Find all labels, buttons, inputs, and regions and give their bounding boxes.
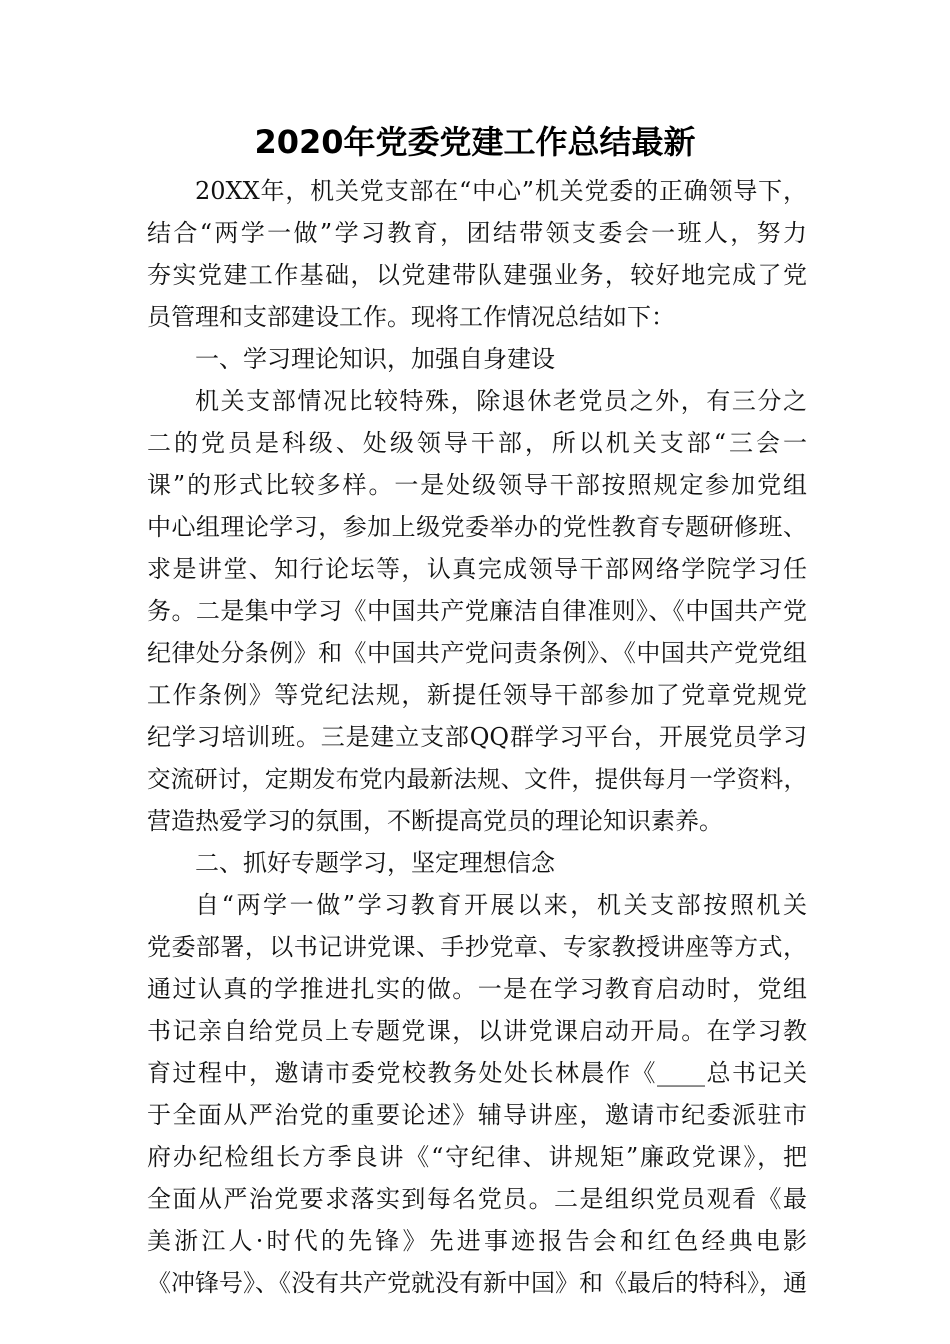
text-line: 结合“两学一做”学习教育，团结带领支委会一班人，努力	[147, 219, 807, 247]
document-body	[147, 170, 807, 1304]
text-line: 《冲锋号》、《没有共产党就没有新中国》和《最后的特科》，通	[147, 1269, 807, 1297]
text-line: 中心组理论学习，参加上级党委举办的党性教育专题研修班、	[147, 513, 807, 541]
text-line: 交流研讨，定期发布党内最新法规、文件，提供每月一学资料，	[147, 765, 807, 793]
text-line: 求是讲堂、知行论坛等，认真完成领导干部网络学院学习任	[147, 555, 807, 583]
text-line: 营造热爱学习的氛围，不断提高党员的理论知识素养。	[147, 807, 723, 835]
text-line: 20XX年，机关党支部在“中心”机关党委的正确领导下，	[195, 177, 807, 205]
text-line: 课”的形式比较多样。一是处级领导干部按照规定参加党组	[147, 471, 807, 499]
text-line: 纪学习培训班。三是建立支部QQ群学习平台，开展党员学习	[147, 723, 807, 751]
text-line: 通过认真的学推进扎实的做。一是在学习教育启动时，党组	[147, 975, 807, 1003]
text-line: 党委部署，以书记讲党课、手抄党章、专家教授讲座等方式，	[147, 933, 807, 961]
document-title: 2020年党委党建工作总结最新	[254, 123, 696, 161]
text-line: 二的党员是科级、处级领导干部，所以机关支部“三会一	[147, 429, 807, 457]
text-line: 工作条例》等党纪法规，新提任领导干部参加了党章党规党	[147, 681, 807, 709]
text-line: 员管理和支部建设工作。现将工作情况总结如下：	[147, 303, 675, 331]
text-line: 美浙江人·时代的先锋》先进事迹报告会和红色经典电影	[147, 1227, 807, 1255]
text-line: 于全面从严治党的重要论述》辅导讲座，邀请市纪委派驻市	[147, 1101, 807, 1129]
text-line: 自“两学一做”学习教育开展以来，机关支部按照机关	[195, 891, 807, 919]
section-heading: 一、学习理论知识，加强自身建设	[195, 345, 555, 373]
text-line: 纪律处分条例》和《中国共产党问责条例》、《中国共产党党组	[147, 639, 807, 667]
text-line: 全面从严治党要求落实到每名党员。二是组织党员观看《最	[147, 1185, 807, 1213]
text-line: 夯实党建工作基础，以党建带队建强业务，较好地完成了党	[147, 261, 807, 289]
section-heading: 二、抓好专题学习，坚定理想信念	[195, 849, 555, 877]
text-line: 育过程中，邀请市委党校教务处处长林晨作《____总书记关	[147, 1059, 807, 1087]
text-line: 机关支部情况比较特殊，除退休老党员之外，有三分之	[195, 387, 807, 415]
text-line: 务。二是集中学习《中国共产党廉洁自律准则》、《中国共产党	[147, 597, 807, 625]
text-line: 府办纪检组长方季良讲《“守纪律、讲规矩”廉政党课》，把	[147, 1143, 807, 1171]
text-line: 书记亲自给党员上专题党课，以讲党课启动开局。在学习教	[147, 1017, 807, 1045]
